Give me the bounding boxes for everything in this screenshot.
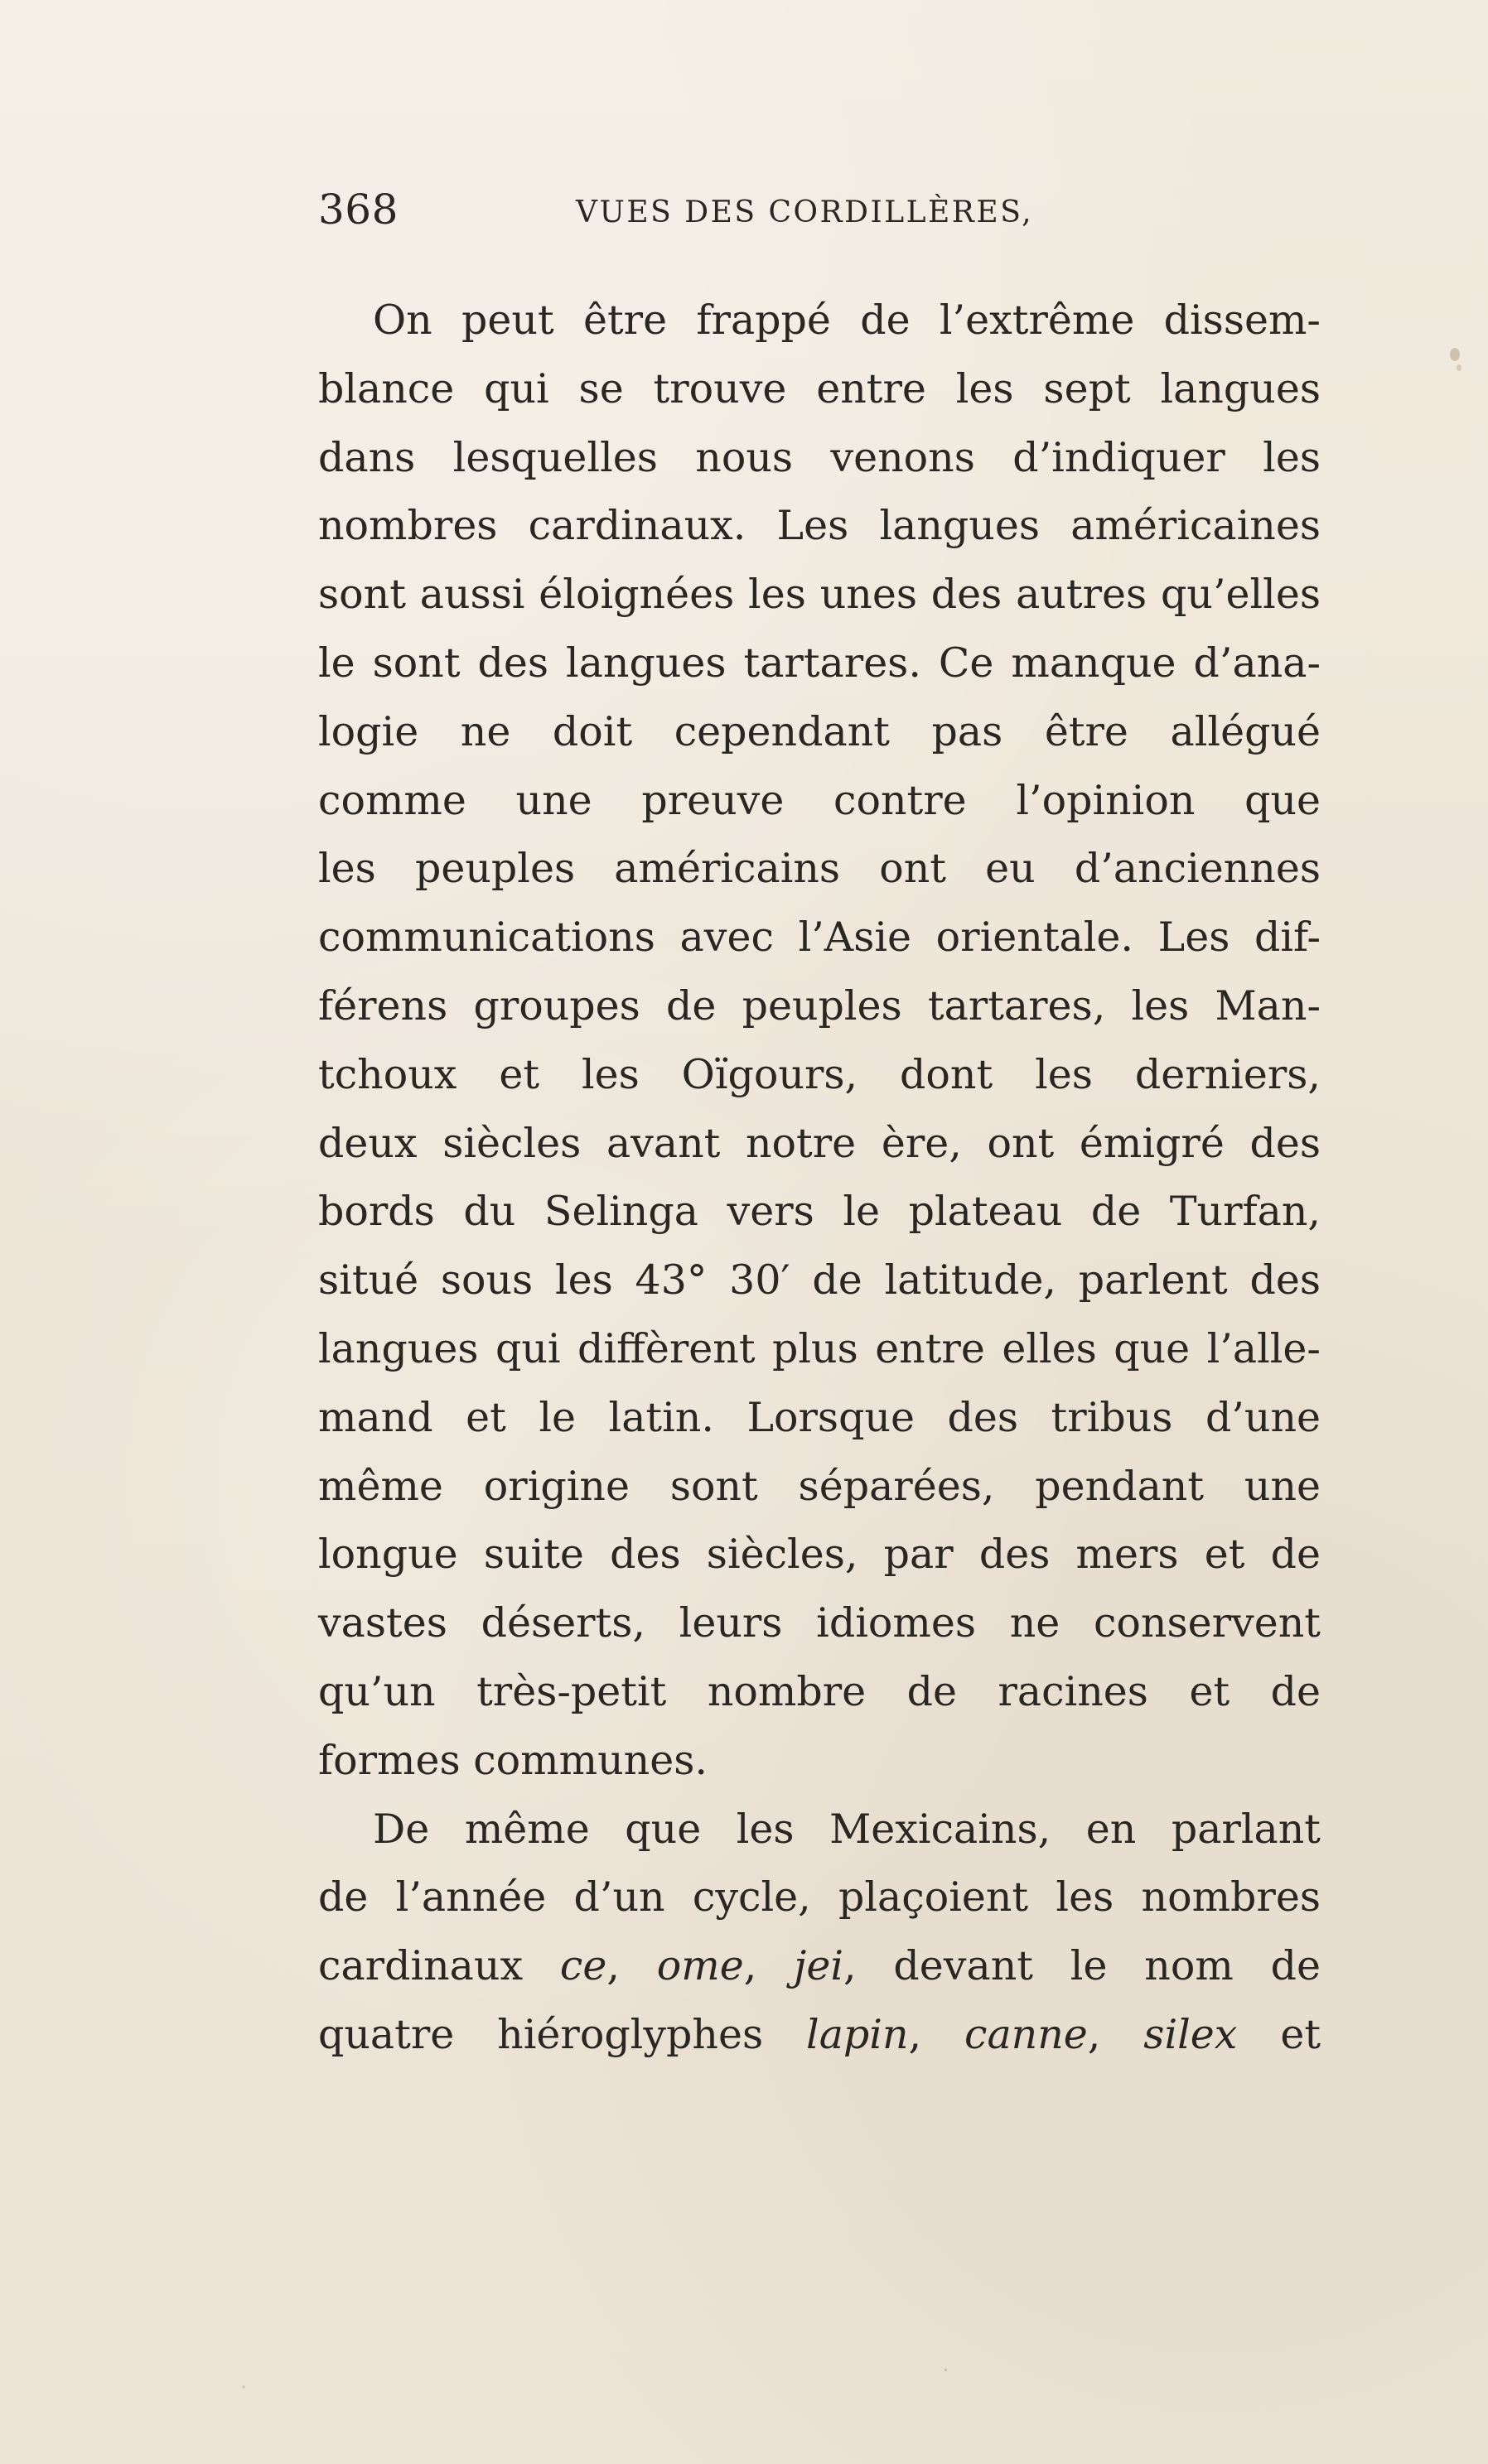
- text-line: tchoux et les Oïgours, dont les derniers,: [318, 1050, 1321, 1098]
- text-line: bords du Selinga vers le plateau de Turfan,: [318, 1188, 1321, 1236]
- text-line: communications avec l’Asie orientale. Les dif-: [318, 914, 1321, 962]
- text-line: mand et le latin. Lorsque des tribus d’une: [318, 1393, 1321, 1441]
- text-line-with-italics: [318, 1932, 1321, 2001]
- italic-word: jei: [794, 1942, 844, 1990]
- line-fragment: ,: [743, 1942, 795, 1990]
- italic-word: silex: [1143, 2010, 1238, 2058]
- paper-spot: [1457, 364, 1461, 371]
- text-line: comme une preuve contre l’opinion que: [318, 776, 1321, 824]
- text-line: même origine sont séparées, pendant une: [318, 1462, 1321, 1510]
- line-fragment: cardinaux: [318, 1942, 560, 1990]
- text-line: On peut être frappé de l’extrême dissem-: [373, 297, 1321, 344]
- line-fragment: ,: [606, 1942, 657, 1990]
- page-number: 368: [318, 186, 399, 234]
- italic-word: canne: [964, 2010, 1088, 2058]
- text-line: nombres cardinaux. Les langues américaines: [318, 502, 1321, 550]
- text-line: De même que les Mexicains, en parlant: [373, 1805, 1321, 1853]
- text-line: vastes déserts, leurs idiomes ne conservent: [318, 1599, 1321, 1647]
- line-fragment: ,: [908, 2010, 965, 2058]
- text-line: situé sous les 43° 30′ de latitude, parlent des: [318, 1256, 1321, 1304]
- text-line: blance qui se trouve entre les sept langues: [318, 364, 1321, 412]
- italic-word: lapin: [806, 2010, 909, 2058]
- line-fragment: quatre hiéroglyphes: [318, 2010, 807, 2058]
- italic-word: ome: [656, 1942, 744, 1990]
- text-line: sont aussi éloignées les unes des autres qu’elles: [318, 571, 1321, 619]
- paper-spot: [944, 2369, 947, 2371]
- text-line: longue suite des siècles, par des mers et de: [318, 1531, 1321, 1579]
- text-line: de l’année d’un cycle, plaçoient les nombres: [318, 1873, 1321, 1922]
- text-line: dans lesquelles nous venons d’indiquer les: [318, 433, 1321, 481]
- paper-spot: [1450, 348, 1460, 361]
- paper-spot: [242, 2385, 245, 2389]
- page-header: [318, 186, 1387, 253]
- body-text: [318, 287, 1321, 2070]
- text-line: langues qui diffèrent plus entre elles que l’alle-: [318, 1324, 1321, 1372]
- text-line: logie ne doit cependant pas être allégué: [318, 707, 1321, 755]
- text-line: qu’un très-petit nombre de racines et de: [318, 1667, 1321, 1715]
- line-fragment: et: [1237, 2010, 1321, 2058]
- text-line: férens groupes de peuples tartares, les Man-: [318, 981, 1321, 1029]
- text-line: deux siècles avant notre ère, ont émigré des: [318, 1119, 1321, 1167]
- text-line: formes communes.: [318, 1736, 708, 1784]
- text-line: les peuples américains ont eu d’anciennes: [318, 845, 1321, 893]
- running-title: VUES DES CORDILLÈRES,: [576, 195, 1034, 229]
- text-line: le sont des langues tartares. Ce manque d’ana-: [318, 639, 1321, 687]
- line-fragment: ,: [1087, 2010, 1144, 2058]
- italic-word: ce: [559, 1942, 607, 1990]
- line-fragment: , devant le nom de: [843, 1942, 1321, 1990]
- text-line-with-italics: [318, 2001, 1321, 2070]
